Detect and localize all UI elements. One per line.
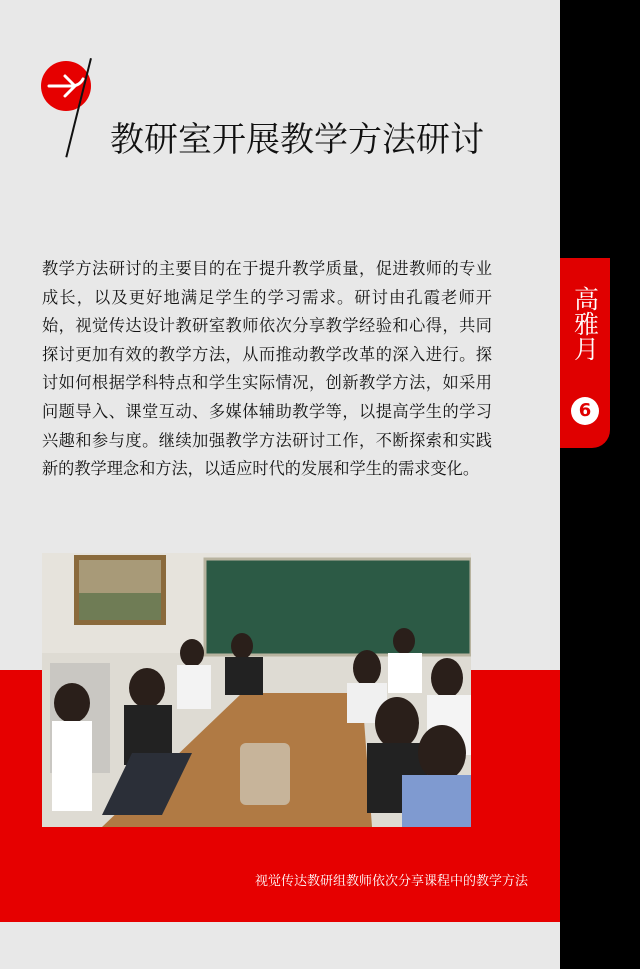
article-paragraph: 教学方法研讨的主要目的在于提升教学质量，促进教师的专业成长，以及更好地满足学生的学习需求。研讨由孔霞老师开始，视觉传达设计教研室教师依次分享教学经验和心得，共同探讨更加有效的教学方法，从而推动教学改革的深入进行。探讨如何根据学科特点和学生实际情况，创新教学方法，如采用问题导入、课堂互动、多媒体辅助教学等，以提高学生的学习兴趣和参与度。继续加强教学方法研讨工作，不断探索和实践新的教学理念和方法，以适应时代的发展和学生的需求变化。: [42, 259, 492, 479]
bottom-strip: [0, 922, 560, 969]
side-tab-number: 6: [571, 397, 599, 425]
photo-caption: 视觉传达教研组教师依次分享课程中的教学方法: [254, 874, 528, 889]
right-black-bar: [560, 0, 640, 969]
side-tab-label: 高雅月: [570, 285, 600, 361]
page-title: 教研室开展教学方法研讨: [110, 120, 484, 160]
meeting-photo: [42, 553, 471, 827]
